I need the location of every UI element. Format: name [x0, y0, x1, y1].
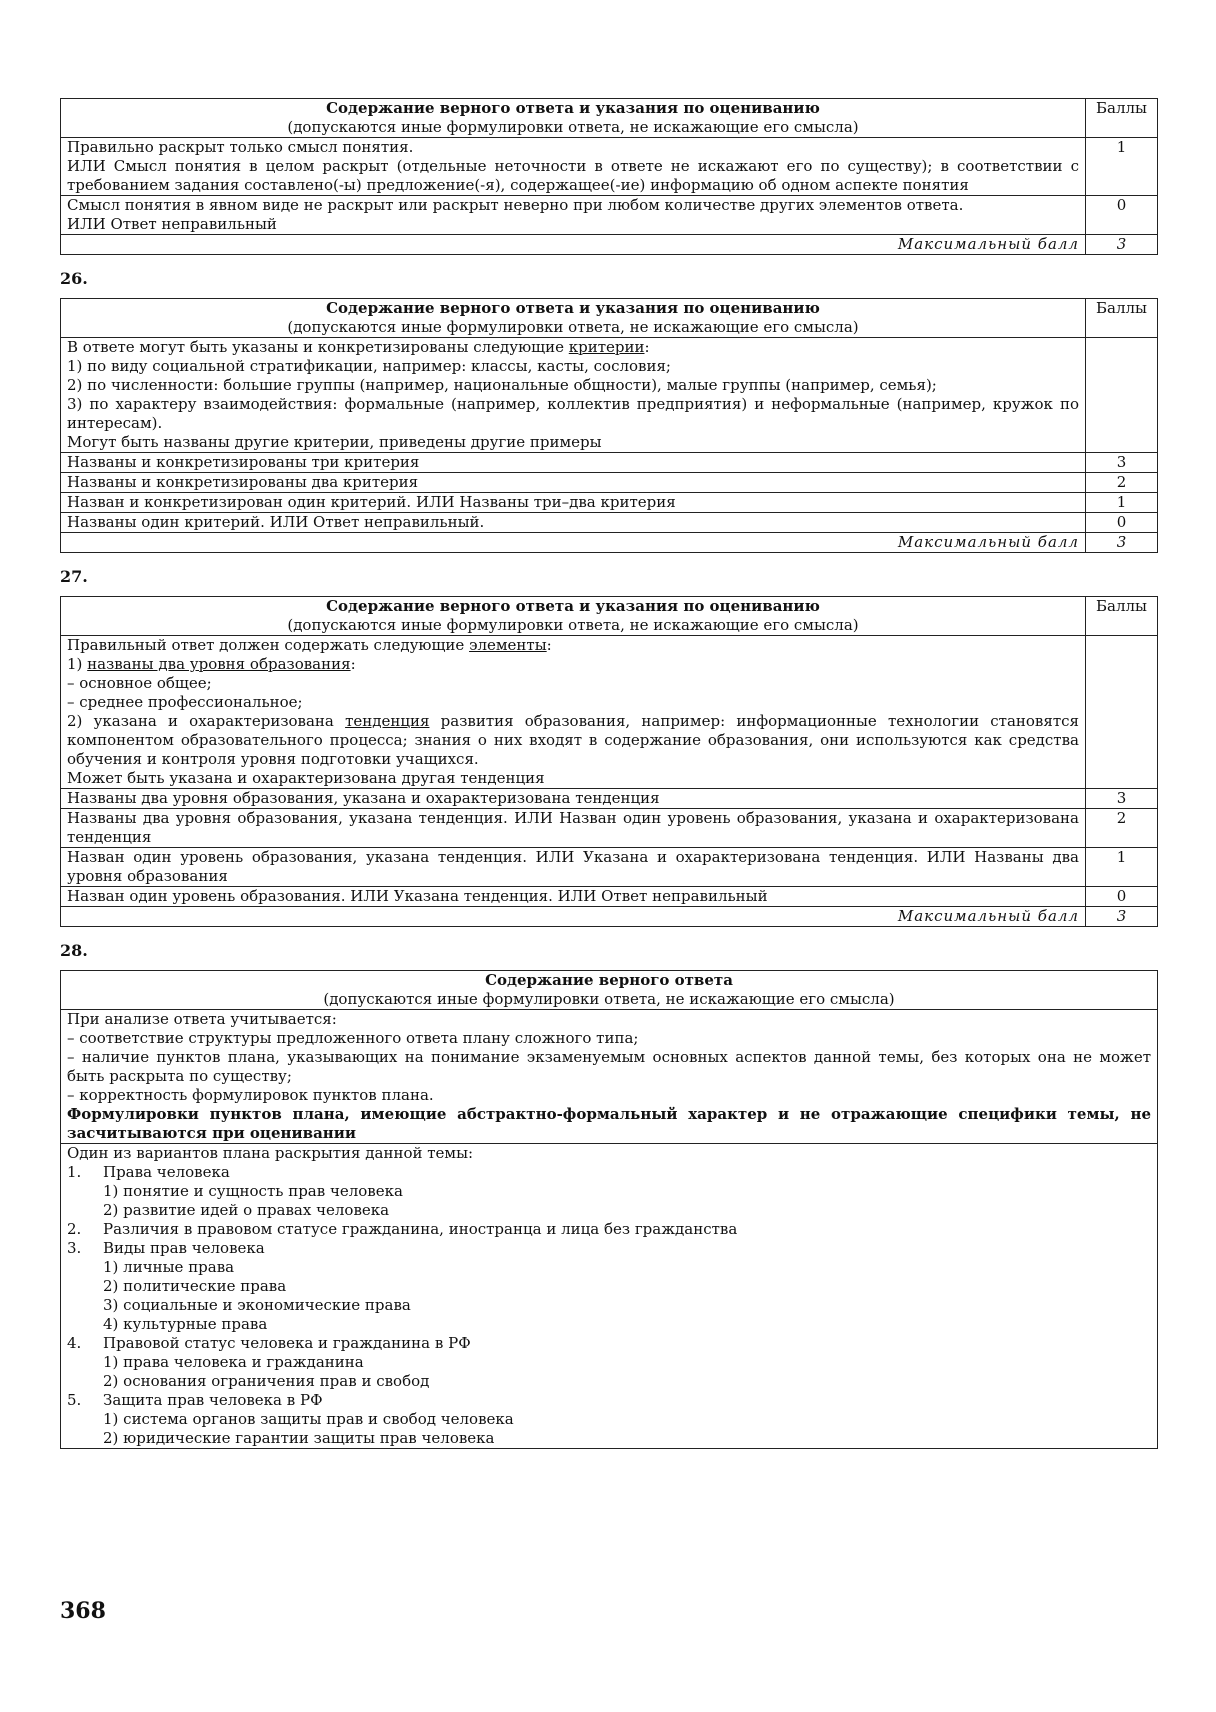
q27-max-label: Максимальный балл [61, 907, 1086, 927]
q26-header-row [61, 299, 1158, 338]
q25-row-2-score: 0 [1086, 196, 1158, 235]
q25-scoring-table [60, 98, 1158, 255]
q25-header-cell [61, 99, 1086, 138]
q27-row-4-score: 0 [1086, 887, 1158, 907]
plan-item-5 [67, 1391, 1151, 1410]
q27-content-score [1086, 636, 1158, 789]
q26-header-title: Содержание верного ответа и указания по оцениванию [326, 299, 820, 317]
q28-answer-table [60, 970, 1158, 1449]
q26-criterion-3: 3) по характеру взаимодействия: формальные (например, коллектив предприятия) и неформальные (например, кружок по интересам). [67, 395, 1079, 432]
q28-criteria-1: – соответствие структуры предложенного ответа плану сложного типа; [67, 1029, 639, 1047]
q26-row-2 [61, 473, 1158, 493]
q27-header-cell [61, 597, 1086, 636]
q26-note: Могут быть названы другие критерии, приведены другие примеры [67, 433, 602, 451]
q27-element-1-num: 1) [67, 655, 88, 673]
plan-item-5-sub-1: 1) система органов защиты прав и свобод человека [103, 1410, 514, 1428]
q27-number: 27. [60, 567, 88, 586]
q28-plan [61, 1144, 1158, 1449]
q26-row-1-score: 3 [1086, 453, 1158, 473]
plan-item-2 [67, 1220, 1151, 1239]
q25-row-2 [61, 196, 1158, 235]
q26-row-3-score: 1 [1086, 493, 1158, 513]
q25-row-2-text [61, 196, 1086, 235]
plan-item-1-sub-2: 2) развитие идей о правах человека [103, 1201, 390, 1219]
q27-element-2-pre: 2) указана и охарактеризована [67, 712, 346, 730]
q26-criterion-2: 2) по численности: большие группы (например, национальные общности), малые группы (например, семья); [67, 376, 937, 394]
q27-row-3-text: Назван один уровень образования, указана тенденция. ИЛИ Указана и охарактеризована тенденция. ИЛИ Названы два уровня образования [61, 848, 1086, 887]
q26-header-cell [61, 299, 1086, 338]
q27-element-2-post: развития образования, например: информационные технологии становятся компонентом образовательного процесса; знания о них входят в содержание образования, они используются как средства обучения и контроля уровня подготовки учащихся. [67, 712, 1079, 768]
q27-content-row [61, 636, 1158, 789]
q26-max-label: Максимальный балл [61, 533, 1086, 553]
q26-row-3 [61, 493, 1158, 513]
q28-criteria-row [61, 1010, 1158, 1144]
q27-max-row [61, 907, 1158, 927]
plan-item-4-sub-1: 1) права человека и гражданина [103, 1353, 364, 1371]
q27-intro-text: Правильный ответ должен содержать следующие [67, 636, 470, 654]
q26-row-2-score: 2 [1086, 473, 1158, 493]
q26-header-subtitle: (допускаются иные формулировки ответа, не искажающие его смысла) [287, 318, 859, 336]
q28-header-row [61, 971, 1158, 1010]
q27-scoring-table [60, 596, 1158, 927]
q25-max-row [61, 235, 1158, 255]
q27-row-3-score: 1 [1086, 848, 1158, 887]
q26-scoring-table [60, 298, 1158, 553]
q25-max-value: 3 [1086, 235, 1158, 255]
q25-row-1 [61, 138, 1158, 196]
plan-item-3-sub-3: 3) социальные и экономические права [103, 1296, 411, 1314]
q25-score-header: Баллы [1086, 99, 1158, 138]
plan-item-4-title: Правовой статус человека и гражданина в РФ [103, 1334, 471, 1352]
q26-row-1-text: Названы и конкретизированы три критерия [61, 453, 1086, 473]
q27-row-1-text: Названы два уровня образования, указана и охарактеризована тенденция [61, 789, 1086, 809]
q27-row-1 [61, 789, 1158, 809]
plan-item-3-title: Виды прав человека [103, 1239, 265, 1257]
q28-header-subtitle: (допускаются иные формулировки ответа, не искажающие его смысла) [323, 990, 895, 1008]
q26-row-3-text: Назван и конкретизирован один критерий. ИЛИ Названы три–два критерия [61, 493, 1086, 513]
plan-item-3-num: 3. [67, 1239, 82, 1257]
q27-row-3 [61, 848, 1158, 887]
plan-item-2-num: 2. [67, 1220, 82, 1238]
q27-header-title: Содержание верного ответа и указания по оцениванию [326, 597, 820, 615]
page-number: 368 [60, 1598, 106, 1624]
q26-row-4-text: Названы один критерий. ИЛИ Ответ неправильный. [61, 513, 1086, 533]
plan-item-2-title: Различия в правовом статусе гражданина, иностранца и лица без гражданства [103, 1220, 738, 1238]
q26-max-row [61, 533, 1158, 553]
q27-max-value: 3 [1086, 907, 1158, 927]
plan-item-4-sub-2: 2) основания ограничения прав и свобод [103, 1372, 430, 1390]
q27-element-2 [67, 712, 1079, 769]
q27-level-2: – среднее профессиональное; [67, 693, 303, 711]
q28-criteria-intro: При анализе ответа учитывается: [67, 1010, 337, 1028]
plan-item-3-sub-4: 4) культурные права [103, 1315, 268, 1333]
q27-element-1-keyword: названы два уровня образования [87, 655, 351, 673]
q28-criteria-warning: Формулировки пунктов плана, имеющие абстрактно-формальный характер и не отражающие специфики темы, не засчитываются при оценивании [67, 1105, 1151, 1142]
plan-item-4 [67, 1334, 1151, 1353]
plan-item-3 [67, 1239, 1151, 1258]
plan-item-1-sub-1: 1) понятие и сущность прав человека [103, 1182, 403, 1200]
q26-row-2-text: Названы и конкретизированы два критерия [61, 473, 1086, 493]
q27-note: Может быть указана и охарактеризована другая тенденция [67, 769, 545, 787]
q26-content-row [61, 338, 1158, 453]
q28-criteria [61, 1010, 1158, 1144]
q27-header-row [61, 597, 1158, 636]
q27-element-1 [67, 655, 1079, 674]
q25-max-label: Максимальный балл [61, 235, 1086, 255]
q25-header-subtitle: (допускаются иные формулировки ответа, не искажающие его смысла) [287, 118, 859, 136]
plan-item-3-sub-2: 2) политические права [103, 1277, 287, 1295]
q27-row-2-text: Названы два уровня образования, указана тенденция. ИЛИ Назван один уровень образования, указана и охарактеризована тенденция [61, 809, 1086, 848]
answer-key-page [60, 98, 1158, 1449]
q27-intro-colon: : [546, 636, 552, 654]
q26-row-1 [61, 453, 1158, 473]
plan-item-1-num: 1. [67, 1163, 82, 1181]
q27-header-subtitle: (допускаются иные формулировки ответа, не искажающие его смысла) [287, 616, 859, 634]
q26-intro-colon: : [644, 338, 650, 356]
q25-row-2-line-1: Смысл понятия в явном виде не раскрыт или раскрыт неверно при любом количестве других элементов ответа. [67, 196, 964, 214]
q26-content-score [1086, 338, 1158, 453]
q26-intro [67, 338, 1079, 357]
q27-element-1-colon: : [350, 655, 356, 673]
plan-item-3-sub-1: 1) личные права [103, 1258, 235, 1276]
q26-max-value: 3 [1086, 533, 1158, 553]
q26-intro-text: В ответе могут быть указаны и конкретизированы следующие [67, 338, 569, 356]
q28-number: 28. [60, 941, 88, 960]
q27-level-1: – основное общее; [67, 674, 212, 692]
q27-row-4 [61, 887, 1158, 907]
q27-row-2-score: 2 [1086, 809, 1158, 848]
plan-item-5-sub-2: 2) юридические гарантии защиты прав человека [103, 1429, 495, 1447]
q28-plan-row [61, 1144, 1158, 1449]
q26-criterion-1: 1) по виду социальной стратификации, например: классы, касты, сословия; [67, 357, 671, 375]
plan-item-1-title: Права человека [103, 1163, 230, 1181]
q27-intro-keyword: элементы [469, 636, 547, 654]
plan-item-5-title: Защита прав человека в РФ [103, 1391, 323, 1409]
q25-row-1-line-2: ИЛИ Смысл понятия в целом раскрыт (отдельные неточности в ответе не искажают его по существу); в соответствии с требованием задания составлено(-ы) предложение(-я), содержащее(-ие) информацию об одном аспекте понятия [67, 157, 1079, 194]
q28-criteria-2: – наличие пунктов плана, указывающих на понимание экзаменуемым основных аспектов данной темы, без которых она не может быть раскрыта по существу; [67, 1048, 1151, 1085]
q27-content [61, 636, 1086, 789]
q27-element-2-keyword: тенденция [345, 712, 430, 730]
q27-intro [67, 636, 1079, 655]
q25-header-title: Содержание верного ответа и указания по оцениванию [326, 99, 820, 117]
q25-row-1-line-1: Правильно раскрыт только смысл понятия. [67, 138, 414, 156]
q28-header-title: Содержание верного ответа [485, 971, 733, 989]
q25-row-1-text [61, 138, 1086, 196]
q26-score-header: Баллы [1086, 299, 1158, 338]
q25-header-row [61, 99, 1158, 138]
q26-row-4 [61, 513, 1158, 533]
q26-intro-keyword: критерии [568, 338, 645, 356]
q28-plan-intro: Один из вариантов плана раскрытия данной темы: [67, 1144, 474, 1162]
q26-content [61, 338, 1086, 453]
q27-score-header: Баллы [1086, 597, 1158, 636]
q27-row-2 [61, 809, 1158, 848]
q28-header-cell [61, 971, 1158, 1010]
plan-item-4-num: 4. [67, 1334, 82, 1352]
q28-criteria-3: – корректность формулировок пунктов плана. [67, 1086, 434, 1104]
q25-row-1-score: 1 [1086, 138, 1158, 196]
plan-item-5-num: 5. [67, 1391, 82, 1409]
q26-number: 26. [60, 269, 88, 288]
q27-row-1-score: 3 [1086, 789, 1158, 809]
q27-row-4-text: Назван один уровень образования. ИЛИ Указана тенденция. ИЛИ Ответ неправильный [61, 887, 1086, 907]
plan-item-1 [67, 1163, 1151, 1182]
q25-row-2-line-2: ИЛИ Ответ неправильный [67, 215, 277, 233]
q26-row-4-score: 0 [1086, 513, 1158, 533]
